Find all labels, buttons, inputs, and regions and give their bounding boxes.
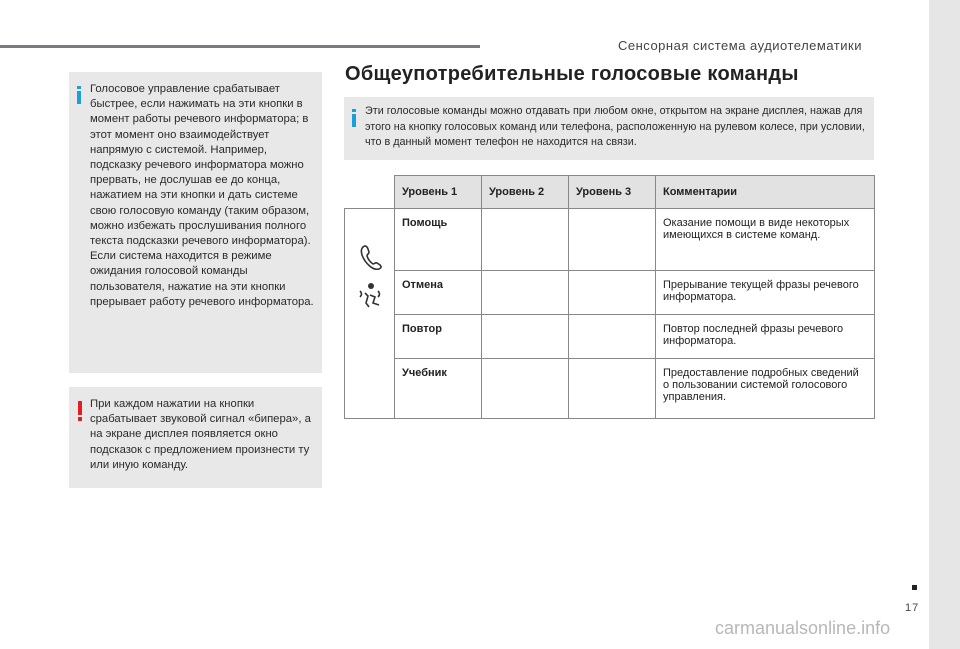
voice-command-icon (357, 281, 383, 309)
info-icon (76, 86, 84, 104)
table-cell-level3 (569, 315, 656, 359)
table-header-cell: Уровень 2 (482, 176, 569, 209)
table-cell-level2 (482, 271, 569, 315)
warning-icon (77, 401, 83, 421)
table-cell-level1: Помощь (395, 209, 482, 271)
table-row (345, 271, 875, 315)
header-rule (0, 45, 480, 48)
table-cell-level1: Отмена (395, 271, 482, 315)
warning-note-left (69, 387, 322, 488)
info-note-main (344, 97, 874, 160)
table-header-blank (345, 176, 395, 209)
commands-table (344, 175, 875, 419)
page-number: 17 (905, 602, 920, 614)
phone-icon (359, 244, 383, 270)
table-header-cell: Комментарии (656, 176, 875, 209)
table-cell-comment: Прерывание текущей фразы речевого информатора. (656, 271, 875, 315)
table-cell-level2 (482, 209, 569, 271)
table-cell-level1: Повтор (395, 315, 482, 359)
section-title: Сенсорная система аудиотелематики (618, 38, 862, 53)
table-header-cell: Уровень 1 (395, 176, 482, 209)
info-icon (351, 109, 359, 127)
watermark: carmanualsonline.info (715, 618, 891, 638)
table-row (345, 209, 875, 271)
info-note-left (69, 72, 322, 373)
table-cell-level3 (569, 209, 656, 271)
table-row (345, 315, 875, 359)
table-cell-level1: Учебник (395, 359, 482, 419)
table-cell-comment: Оказание помощи в виде некоторых имеющихся в системе команд. (656, 209, 875, 271)
table-icon-cell (345, 209, 395, 419)
table-cell-comment: Повтор последней фразы речевого информатора. (656, 315, 875, 359)
table-cell-level2 (482, 315, 569, 359)
table-cell-level2 (482, 359, 569, 419)
table-cell-comment: Предоставление подробных сведений о пользовании системой голосового управления. (656, 359, 875, 419)
table-row (345, 359, 875, 419)
info-note-left-text: Голосовое управление срабатывает быстрее, если нажимать на эти кнопки в момент работы речевого информатора; в этот момент оно взаимодействует напрямую с системой. Например, подсказку речевого информатора можно прервать, не дослушав ее до конца, нажатием на эти кнопки и дать системе свою голосовую команду (таким образом, можно избежать прослушивания полного текста подсказки речевого информатора). Если система находится в режиме ожидания голосовой команды пользователя, нажатие на эти кнопки прерывает работу речевого информатора. (90, 83, 314, 308)
table-header-row (345, 176, 875, 209)
page-marker (912, 585, 917, 590)
table-cell-level3 (569, 271, 656, 315)
table-header-cell: Уровень 3 (569, 176, 656, 209)
info-note-main-text: Эти голосовые команды можно отдавать при любом окне, открытом на экране дисплея, нажав для этого на кнопку голосовых команд или телефона, расположенную на рулевом колесе, при условии, что в данный момент телефон не находится на связи. (365, 105, 865, 148)
table-cell-level3 (569, 359, 656, 419)
side-strip (929, 0, 960, 649)
warning-note-left-text: При каждом нажатии на кнопки срабатывает звуковой сигнал «бипера», а на экране дисплея появляется окно подсказок с предложением произнести ту или иную команду. (90, 398, 311, 471)
page-title: Общеупотребительные голосовые команды (345, 63, 799, 85)
